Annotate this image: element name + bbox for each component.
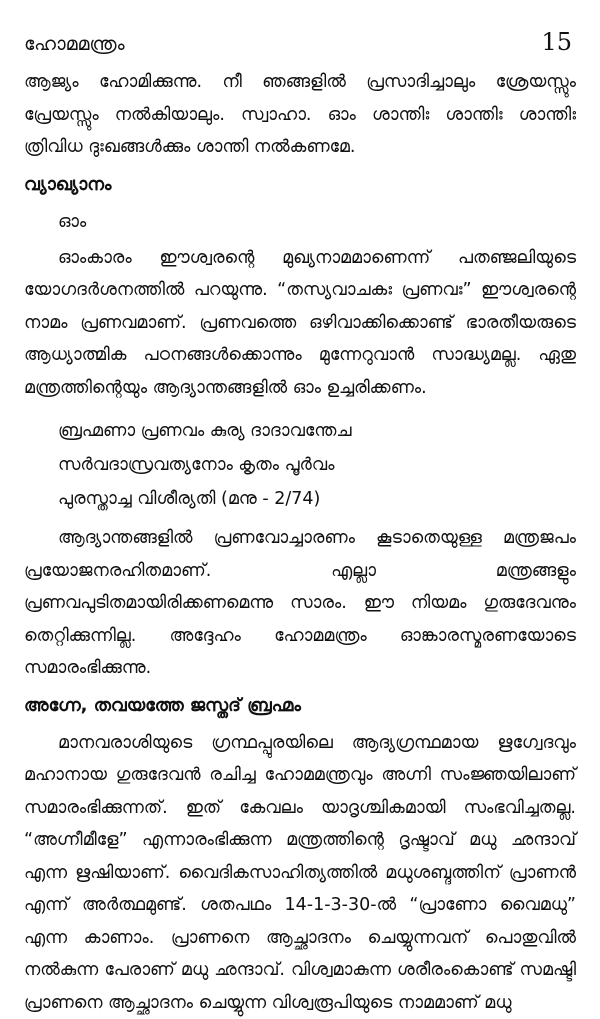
page-number: 15 <box>541 28 572 56</box>
intro-paragraph: ആജ്യം ഹോമിക്കുന്നു. നീ ഞങ്ങളിൽ പ്രസാദിച്ചാലും ശ്രേയസ്സും പ്രേയസ്സും നൽകിയാലും. സ്വാഹാ. ഓം ശാന്തിഃ ശാന്തിഃ ശാന്തിഃ ത്രിവിധ ദുഃഖങ്ങൾക്കും ശാന്തി നൽകണമേ. <box>24 66 576 164</box>
paragraph-japam: ആദ്യാന്തങ്ങളിൽ പ്രണവോച്ചാരണം കൂടാതെയുള്ള മന്ത്രജപം പ്രയോജനരഹിതമാണ്. എല്ലാ മന്ത്രങ്ങളും പ്രണവപുടിതമായിരിക്കണമെന്നു സാരം. ഈ നിയമം ഗുരുദേവനും തെറ്റിക്കുന്നില്ല. അദ്ദേഹം ഹോമമന്ത്രം ഓങ്കാരസ്മരണയോടെ സമാരംഭിക്കുന്നു. <box>24 522 576 685</box>
om-line: ഓം <box>24 206 576 238</box>
running-header <box>24 28 576 56</box>
section-heading-vyakhyanam: വ്യാഖ്യാനം <box>24 168 576 202</box>
verse-line-2: സർവദാസ്രവത്യനോം കൃതം പൂർവം <box>24 448 576 482</box>
sanskrit-verse <box>24 414 576 516</box>
paragraph-omkaram: ഓംകാരം ഈശ്വരന്റെ മുഖ്യനാമമാണെന്ന് പതഞ്ജലിയുടെ യോഗദർശനത്തിൽ പറയുന്നു. “തസ്യവാചകഃ പ്രണവഃ” ഈശ്വരന്റെ നാമം പ്രണവമാണ്. പ്രണവത്തെ ഒഴിവാക്കിക്കൊണ്ട് ഭാരതീയരുടെ ആധ്യാത്മിക പഠനങ്ങൾക്കൊന്നും മുന്നേറുവാൻ സാദ്ധ്യമല്ല. ഏതു മന്ത്രത്തിന്റെയും ആദ്യാന്തങ്ങളിൽ ഓം ഉച്ചരിക്കണം. <box>24 242 576 405</box>
paragraph-manava: മാനവരാശിയുടെ ഗ്രന്ഥപ്പുരയിലെ ആദ്യഗ്രന്ഥമായ ഋഗ്വേദവും മഹാനായ ഗുരുദേവൻ രചിച്ച ഹോമമന്ത്രവും അഗ്നി സംജ്ഞയിലാണ് സമാരംഭിക്കുന്നത്. ഇത് കേവലം യാദൃശ്ചികമായി സംഭവിച്ചതല്ല. “അഗ്നീമീളേ” എന്നാരംഭിക്കുന്ന മന്ത്രത്തിന്റെ ദൃഷ്ടാവ് മധു ഛന്ദാവ് എന്ന ഋഷിയാണ്. വൈദികസാഹിത്യത്തിൽ മധുശബ്ദത്തിന് പ്രാണൻ എന്ന് അർത്ഥമുണ്ട്. ശതപഥം 14-1-3-30-ൽ “പ്രാണോ വൈമധു” എന്ന കാണാം. പ്രാണനെ ആച്ഛാദനം ചെയ്യുന്നവന് പൊതുവിൽ നൽകുന്ന പേരാണ് മധു ഛന്ദാവ്. വിശ്വമാകുന്ന ശരീരംകൊണ്ട് സമഷ്ടി പ്രാണനെ ആച്ഛാദനം ചെയ്യുന്ന വിശ്വരൂപിയുടെ നാമമാണ് മധു <box>24 727 576 1019</box>
verse-line-1: ബ്രഹ്മണാ പ്രണവം കുര്യ ദാദാവന്തേച <box>24 414 576 448</box>
verse-line-3: പുരസ്താച്ച വിശീര്യതി (മനു - 2/74) <box>24 482 576 516</box>
section-heading-agne: അഗ്നേ, തവയത്തേ ജസ്തദ് ബ്രഹ്മം <box>24 689 576 723</box>
running-title: ഹോമമന്ത്രം <box>24 33 125 55</box>
